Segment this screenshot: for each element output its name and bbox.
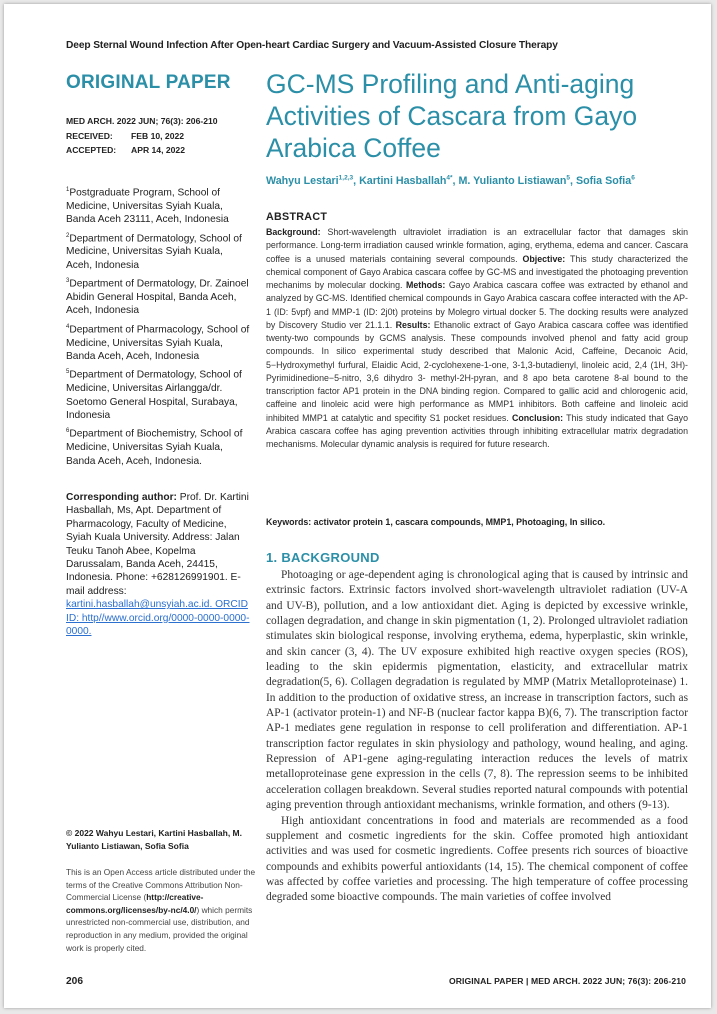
abstract-text: Ethanolic extract of Gayo Arabica cascara coffee was identified twenty-two compounds by GCMS analysis. These compounds involved phenol and fatty acid group compounds. In silico experimental study described that Malonic Acid, Caffeine, Decanoic Acid, 5−Hydroxymethyl furfural, Elaidic Acid, 2-cyclohexene-1-one, 3-1,3-butadienyl, linoleic acid, 2,4 (1H, 3H)-Pyrimidinedione−5-nitro, 3,6 dihydro 3- methyl-2H-pyran, and 8 apo beta carotene 8-al bound to the transcription factor AP1 protein in the DNA binding region. Compared to gallic acid and chlorogenic acid, caffeine and linoleic acid were high performance as MMP1 inhibitors. Both caffeine and linoleic acid inhibited MMP1 at catalytic and specifity S1 pocket residues.: [266, 319, 688, 423]
email-link[interactable]: kartini.hasballah@unsyiah.ac.id: [66, 599, 210, 611]
author-separator: ,: [570, 174, 576, 187]
abstract-text: This study characterized the chemical component of Gayo Arabica cascara coffee by GC-MS and investigated the photoaging prevention mechanims by molecular docking.: [266, 253, 688, 290]
abstract-label: Conclusion:: [511, 412, 564, 423]
affiliation-text: Postgraduate Program, School of Medicine, Universitas Syiah Kuala, Banda Aceh 23111, Aceh, Indonesia: [66, 187, 229, 226]
keywords: Keywords: activator protein 1, cascara compounds, MMP1, Photoaging, In silico.: [266, 517, 606, 527]
affiliations: [66, 184, 251, 471]
journal-page: [4, 4, 711, 1008]
abstract-heading: ABSTRACT: [266, 211, 328, 223]
corresponding-text: Prof. Dr. Kartini Hasballah, Ms, Apt. Department of Pharmacology, Faculty of Medicine, Syiah Kuala University. Address: Jalan Teuku Tanoh Abee, Kopelma Darussalam, Banda Aceh, 24415, Indonesia. Phone: +628126991901. E-mail address:: [66, 492, 249, 597]
journal-citation: MED ARCH. 2022 JUN; 76(3): 206-210: [66, 116, 218, 126]
body-paragraph: High antioxidant concentrations in food and materials are recommended as a food supplement and cosmetic ingredients for the skin. Coffee promoted high antioxidant activities and was used for cosmetic ingredients. Coffee presents rich sources of bioactive compounds and exhibits powerful antioxidants (14, 15). The chemical component of coffee was affected by coffee varieties and processing. The high temperature of coffee processing degraded some bioactive compounds. The main varieties of coffee involved: [266, 814, 688, 904]
corresponding-author: [66, 491, 251, 638]
author: [266, 175, 359, 187]
license-after: ) which permits unrestricted non-commercial use, distribution, and reproduction in any medium, provided the original work is properly cited.: [66, 904, 253, 953]
affiliation: [66, 184, 251, 227]
abstract-label: Methods:: [406, 280, 446, 290]
author-name: Wahyu Lestari: [266, 174, 339, 187]
affiliation-sup: 4: [66, 323, 70, 330]
footer-citation: ORIGINAL PAPER | MED ARCH. 2022 JUN; 76(3): 206-210: [448, 976, 686, 986]
corresponding-label: Corresponding author:: [66, 492, 177, 503]
affiliation-sup: 3: [66, 278, 70, 285]
author-sup: 6: [631, 174, 635, 181]
author-list: [266, 174, 686, 187]
body-text: [266, 568, 688, 906]
license-text: [66, 866, 256, 954]
abstract-text: Short-wavelength ultraviolet irradiation is an extracellular factor that damages skin performance. Long-term irradiation caused wrinkle formation, aging, erythema, edema and cancer. Cascara coffee is a unused materials containing several compounds.: [266, 227, 688, 264]
author-name: Sofia Sofia: [575, 174, 632, 187]
received-date: FEB 10, 2022: [131, 131, 185, 141]
affiliation-sup: 2: [66, 232, 70, 239]
author-sup: 1,2,3: [338, 174, 354, 181]
affiliation-text: Department of Dermatology, Dr. Zainoel Abidin General Hospital, Banda Aceh, Aceh, Indonesia: [66, 278, 249, 317]
affiliation: [66, 230, 251, 273]
accepted-date: APR 14, 2022: [131, 145, 185, 155]
affiliation-sup: 5: [66, 369, 70, 376]
license-url[interactable]: http://creative-commons.org/licenses/by-nc/4.0/: [66, 892, 204, 915]
section-label: ORIGINAL PAPER: [66, 72, 231, 93]
abstract-text: This study indicated that Gayo Arabica cascara coffee has aging prevention activities through inhibiting extracellular matrix degradation mechanisms. Molecular dynamic analysis is required for future research.: [266, 412, 688, 449]
affiliation-sup: 6: [66, 428, 70, 435]
section-heading: 1. BACKGROUND: [266, 550, 380, 565]
affiliation: [66, 275, 251, 318]
author: [576, 175, 635, 187]
author-sup: 4*: [446, 174, 453, 181]
author-separator: ,: [452, 174, 459, 187]
copyright: © 2022 Wahyu Lestari, Kartini Hasballah, M. Yulianto Listiawan, Sofia Sofia: [66, 828, 243, 851]
abstract-body: [266, 226, 688, 451]
author-name: M. Yulianto Listiawan: [458, 174, 567, 187]
author-sup: 5: [566, 174, 571, 181]
received-row: [66, 131, 218, 145]
author-name: Kartini Hasballah: [359, 174, 447, 187]
affiliation-text: Department of Biochemistry, School of Medicine, Universitas Syiah Kuala, Banda Aceh, Aceh, Indonesia.: [66, 428, 243, 467]
abstract-label: Results:: [395, 319, 431, 330]
running-head: Deep Sternal Wound Infection After Open-heart Cardiac Surgery and Vacuum-Assisted Closure Therapy: [66, 40, 558, 51]
received-label: RECEIVED:: [66, 131, 113, 141]
license-before: This is an Open Access article distributed under the terms of the Creative Commons Attribution Non-Commercial License (: [66, 867, 256, 903]
affiliation: [66, 366, 251, 422]
affiliation-text: Department of Dermatology, School of Medicine, Universitas Airlangga/dr. Soetomo General Hospital, Surabaya, Indonesia: [66, 369, 242, 422]
page-number: 206: [66, 976, 83, 987]
affiliation-text: Department of Pharmacology, School of Medicine, Universitas Syiah Kuala, Banda Aceh, Aceh, Indonesia: [66, 324, 250, 363]
affiliation: [66, 425, 251, 468]
abstract-text: Gayo Arabica cascara coffee was extracted by ethanol and analyzed by GC-MS. Identified chemical compounds in Gayo Arabica cascara coffee interacted with the AP-1 (ID: 5vpf) and MMP-1 (ID: 2j0t) proteins by Molegro virtual docker 5. The docking results were analyzed by Discovery Studio ver 21.1.1.: [266, 280, 688, 330]
orcid-link[interactable]: . ORCID ID: http//www.orcid.org/0000-0000-0000-0000.: [66, 599, 250, 638]
article-meta: [66, 116, 218, 159]
accepted-label: ACCEPTED:: [66, 145, 117, 155]
affiliation-text: Department of Dermatology, School of Medicine, Universitas Syiah Kuala, Aceh, Indonesia: [66, 233, 242, 271]
author: [459, 175, 576, 187]
accepted-row: [66, 145, 218, 159]
abstract-label: Objective:: [522, 253, 566, 264]
affiliation-sup: 1: [66, 187, 70, 193]
article-title: GC-MS Profiling and Anti-aging Activities of Cascara from Gayo Arabica Coffee: [266, 69, 638, 163]
affiliation: [66, 321, 251, 364]
abstract-label: Background:: [266, 227, 321, 237]
author: [359, 175, 458, 187]
author-separator: ,: [353, 174, 360, 187]
body-paragraph: Photoaging or age-dependent aging is chronological aging that is caused by intrinsic and extrinsic factors. Extrinsic factors involved short-wavelength ultraviolet radiation (UV-A and UV-B), pollution, and a low antioxidant diet. Aging is depicted by excessive wrinkle, collagen degradation, and change in skin pigmentation (1, 2). Prolonged ultraviolet radiation stimulates skin biological response, involving erythema, edema, hyperplastic, skin wrinkle, and skin cancer (3, 4). The UV exposure exhibited high reactive oxygen species (ROS), leading to the skin epidermis pigmentation, elasticity, and extracellular matrix degradation(5, 6). Collagen degradation is regulated by MMP (Matrix Metalloproteinase) 1. In addition to the production of oxidative stress, an increase in transcription factors, such as AP-1 (activator protein-1) and NF-B (nuclear factor kappa B)(6, 7). The transcription factor AP-1 mediates gene regulation in response to cell proliferation and differentiation. AP-1 transcription factor regulates in skin physiology and pathology, wound healing, and aging. Repression of AP1-gene aging-regulating interaction reduces the levels of matrix metalloproteinase gene expression in the cells (7, 8). The repression seems to be inhibited acceleration collagen breakdown. Several studies reported natural compounds with potential aging prevention through antioxidant mechanisms, wrinkle formation, and others (9-13).: [266, 569, 688, 812]
